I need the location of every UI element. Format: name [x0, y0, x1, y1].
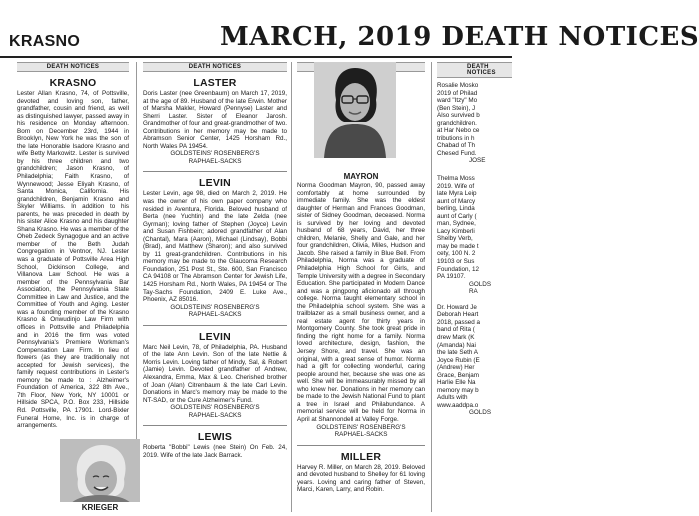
funeral-home: GOLDS RA [469, 280, 492, 296]
section-label: DEATH NOTICES [437, 62, 512, 78]
divider [143, 171, 287, 172]
funeral-home: GOLDSTEINS' ROSENBERG'S RAPHAEL-SACKS [170, 303, 260, 319]
obituary-text: Roberta "Bobbi" Lewis (nee Stein) On Feb. 24, 2019. Wife of the late Jack Barrack. [143, 444, 287, 459]
column-divider [291, 62, 292, 512]
obituary-name: MILLER [340, 450, 382, 463]
obituary-name: LEVIN [199, 330, 231, 343]
obituary-text: Doris Laster (nee Greenbaum) on March 17, 2019, at the age of 89. Husband of the late Erwin. Mother of Marsha Makler, Howard (Pennyse) Laster and Sherri Laster. Sister of Eleanor Jarosh. Grandmother of four and great-grandmother of two. Contributions in her memory may be made to Abramson Senior Center, 1425 Horsham Rd., North Wales PA 19454. [143, 90, 287, 150]
obituary-text: Marc Neil Levin, 78, of Philadelphia, PA. Husband of the late Ann Levin. Son of the late Nettie & Morris Levin. Loving father of Mindy, Sal, & Robert (Jamie) Levin. Devoted grandfather of Andrew, Alexandra, Emma, Max & Leo. Cherished brother of Joan (Alan) Citrenbaum & the late Carl Levin. Donations in Marc's memory may be made to the NT-SAD, or the Cure Alzheimer's Fund. [143, 343, 287, 404]
obituary-text: Norma Goodman Mayron, 90, passed away comfortably at home surrounded by immediate family. She was the eldest daughter of Herman and Frances Goodman, sister of Sidney Goodman, deceased. Norma is survived by her loving and devoted husband of 68 years, David, her three children, Melanie, Shelly and Gale, and her four grandchildren, Olivia, Miles, Hudson and Jacob. She raised a family in Blue Bell. From Philadelphia, Norma was a graduate of Philadelphia High School for Girls, and Temple University with a degree in Secondary Education. She participated in Modern Dance and was a pingpong aficionado all through college. Norma taught elementary school in the Philadelphia school system. She was a trailblazer as a small business owner, and a real estate agent for thirty years in Montgomery County. She took great pride in finding the right home for a family. Norma loved architecture, design, fashion, the Jersey Shore, and travel. She was an original, with a great sense of humor. Norma had a gift for collecting wonderful, caring people around her, because she was one as well. She will be immeasurably missed by all who knew her. Donations in her memory can be made to the Jewish National Fund to plant a tree in Israel and Philabundance. A memorial service will be held for Norma in April at Shannondell at Valley Forge. [297, 182, 425, 423]
obituary-text: Lester Levin, age 98, died on March 2, 2019. He was the owner of his own paper company who resided in Aventura, Florida. Beloved husband of Berta (nee Yuchtin) and the late Zelda (nee Gyrman); loving father of Stephen (Joyce) Levin and Susan Fishbein; adored grandfather of Alan (Chantal), Mara (Aaron), Michael (Lindsay), Bobbi (Brad), and Matthew (Sharon); and also survived by 11 great-grandchildren. Contributions in his memory may be made to the Glaucoma Research Foundation, 251 Post St., Ste. 600, San Francisco CA 94108 or The Abramson Center for Jewish Life, 1425 Horsham Rd., North Wales, PA 19454 or The Tay-Sachs Foundation, 2409 E. Luke Ave., Phoenix, AZ 85016. [143, 190, 287, 304]
obituary-text: Dr. Howard Je Deborah Heart 2018, passed a band of Rita ( drew Mark (K (Amanda) Nai the late Seth A Joyce Rubin (E (Andrew) Her Grace, Benjam Harlie Elle Na memory may b Adults with www.aaddpa.o [437, 303, 481, 409]
header-rule [0, 56, 512, 58]
funeral-home: GOLDSTEINS' ROSENBERG'S RAPHAEL-SACKS [316, 423, 406, 439]
portrait-illustration [314, 62, 396, 158]
obituary-text: Harvey R. Miller, on March 28, 2019. Beloved and devoted husband to Shelley for 61 loving years. Loving and caring father of Steven, Marci, Karen, Larry, and Robin. [297, 463, 425, 494]
column-divider [431, 62, 432, 512]
portrait-illustration [60, 439, 140, 511]
funeral-home: GOLDSTEINS' ROSENBERG'S RAPHAEL-SACKS [170, 404, 260, 419]
divider [297, 445, 425, 446]
photo-caption: MAYRON [343, 172, 379, 181]
divider [143, 325, 287, 326]
obituary-text: Rosalie Mosko 2019 of Philad ward "Itzy" Mo (Ben Stein), J Also survived b grandchildren. at Har Nebo ce tributions in h Chabad of Th Chesed Fund. [437, 82, 480, 157]
obituary-text: Lester Allan Krasno, 74, of Pottsville, devoted and loving son, father, grandfather, cousin and friend, as well as distinguished lawyer, passed away in his residence on Monday afternoon. Born on December 23rd, 1944 in Brooklyn, New York he was the son of the late Honorable Isadore Krasno and wife Betty Markowitz. Lester is survived by his three children and two grandchildren; Jason Krasno, of Philadelphia; Faith Krasno, of Wynnewood; Jesse Eliyah Krasno, of Santa Monica, California. His grandchildren, Benjamin Krasno and Skyler Williams. In addition to his parents, he was preceded in death by his sister Alice Krasno and his daughter Shana Krasno. He was a member of the Oheb Zedeck Synagogue and an active member of the Beth Judah Congregation in Ventnor, NJ. Lester was a graduate of Pottsville Area High School, Dickinson College, and Villanova Law School. He was a member of the Pennsylvania Bar Association, the Pennsylvania State Committee in Law and Justice, and the Committee of Youth and Aging. Lester was a founding member of the Krasno Krasno & Onwudinjo Law Firm with offices in Pottsville and Philadelphia and in 2016 the firm was voted Pennsylvania's Premiere Workman's Compensation Law Firm. In lieu of flowers (as they are traditionally not accepted for Jewish services), the family request contributions in Lester's memory be made to : Alzheimer's Foundation of America, 322 8th Ave., 7th Floor, New York, NY 10001 or Hillside SPCA, P.O. Box 233, Hillside Rd. Pottsville, PA 17901. Lord-Bixler Funeral Home, Inc. is in charge of arrangements. [17, 90, 130, 430]
section-label: DEATH NOTICES [143, 62, 287, 72]
funeral-home: JOSE [469, 157, 486, 165]
funeral-home: GOLDSTEINS' ROSENBERG'S RAPHAEL-SACKS [170, 150, 260, 165]
obituary-name: LEWIS [197, 431, 233, 444]
column-2 [143, 62, 287, 512]
page-title: MARCH, 2019 DEATH NOTICES [220, 22, 699, 52]
obituary-name: LEVIN [199, 177, 231, 190]
portrait-photo-krieger [60, 439, 140, 511]
portrait-photo-mayron [314, 62, 396, 158]
column-4 [437, 62, 512, 512]
funeral-home: GOLDS [469, 409, 492, 417]
obituary-name: LASTER [193, 77, 237, 89]
divider [143, 425, 287, 426]
section-name: KRASNO [9, 33, 81, 50]
section-label: DEATH NOTICES [17, 62, 129, 72]
obituary-text: Thelma Moss 2019. Wife of late Myra Leip aunt of Marcy berling, Linda aunt of Carly ( man, Sydnee, Lacy Kimberli Shelby Verb, may be made t cety, 100 N. 2 19103 or Sus Foundation, 12 PA 19107. [437, 175, 480, 281]
obituary-name: KRASNO [49, 77, 97, 89]
photo-caption: KRIEGER [60, 502, 140, 512]
